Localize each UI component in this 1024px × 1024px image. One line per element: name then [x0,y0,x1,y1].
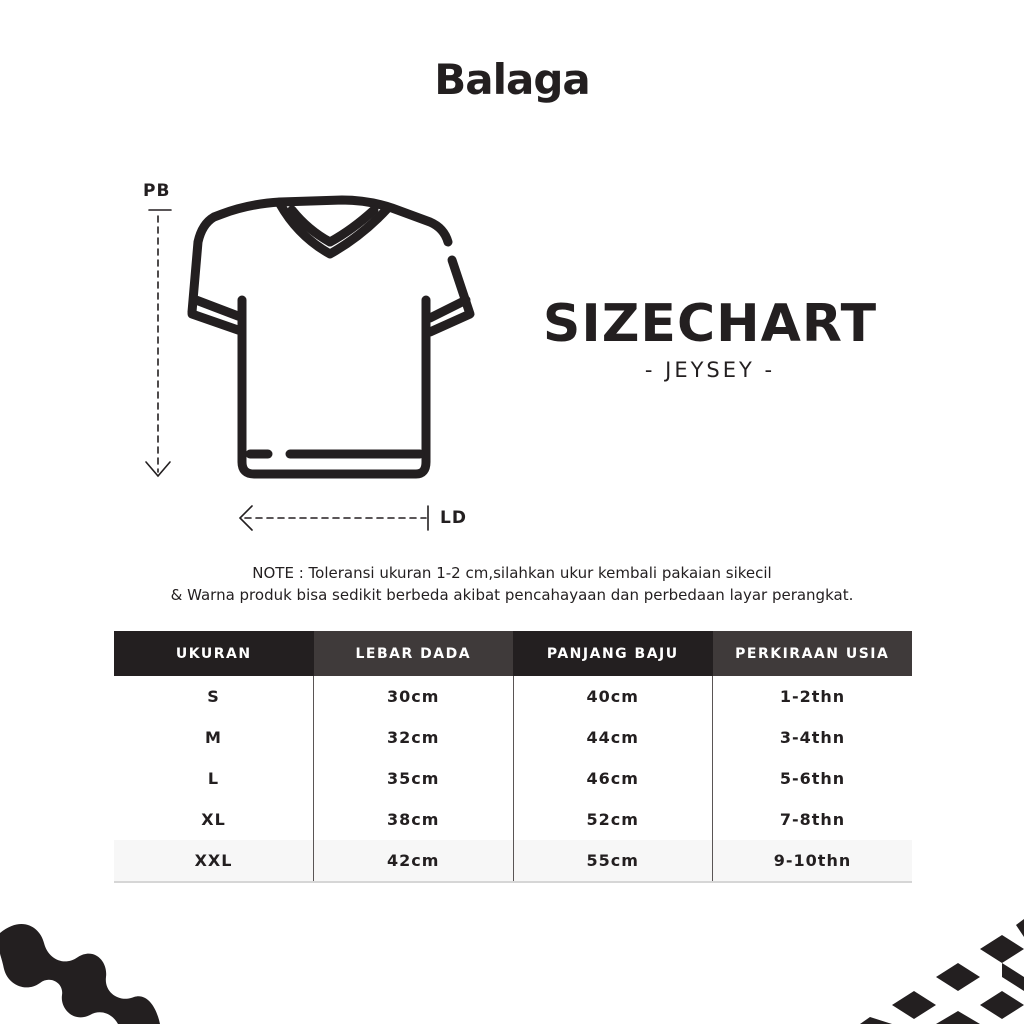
age-cell: 7-8thn [713,799,913,840]
ld-label: LD [440,508,467,528]
size-cell: M [205,728,222,747]
pb-label: PB [143,181,171,201]
chest-cell: 38cm [314,799,514,840]
tshirt-outline-icon [130,172,490,542]
table-row [114,758,912,799]
size-cell: XXL [114,840,314,882]
size-table [114,631,912,883]
header-panjang-baju: PANJANG BAJU [513,631,713,676]
svg-text:Balaga: Balaga [434,55,590,104]
wave-decoration-icon [0,905,160,1024]
length-cell: 52cm [513,799,713,840]
table-row [114,717,912,758]
length-cell: 44cm [513,717,713,758]
chest-cell: 30cm [314,676,514,717]
table-row [114,676,912,717]
page-title: SIZECHART [542,294,878,354]
header-perkiraan-usia: PERKIRAAN USIA [713,631,913,676]
title-block [520,292,900,382]
balaga-logo-icon [422,48,602,112]
page-subtitle: - JEYSEY - [644,358,776,382]
note-line-1: NOTE : Toleransi ukuran 1-2 cm,silahkan ukur kembali pakaian sikecil [252,564,772,582]
length-cell: 46cm [513,758,713,799]
table-row [114,799,912,840]
table-row [114,840,912,882]
size-cell: XL [201,810,226,829]
size-cell: S [207,687,220,706]
header-lebar-dada: LEBAR DADA [314,631,514,676]
chest-cell: 32cm [314,717,514,758]
age-cell: 5-6thn [713,758,913,799]
age-cell: 3-4thn [713,717,913,758]
size-cell: L [207,769,220,788]
chest-cell: 42cm [314,840,514,882]
table-header-row [114,631,912,676]
brand-logo [0,48,1024,116]
age-cell: 9-10thn [713,840,913,882]
note-line-2: & Warna produk bisa sedikit berbeda akibat pencahayaan dan perbedaan layar perangkat. [170,586,854,604]
tolerance-note [60,562,964,606]
length-cell: 55cm [513,840,713,882]
age-cell: 1-2thn [713,676,913,717]
header-ukuran: UKURAN [114,631,314,676]
length-cell: 40cm [513,676,713,717]
checkered-flag-decoration-icon [830,915,1024,1024]
chest-cell: 35cm [314,758,514,799]
